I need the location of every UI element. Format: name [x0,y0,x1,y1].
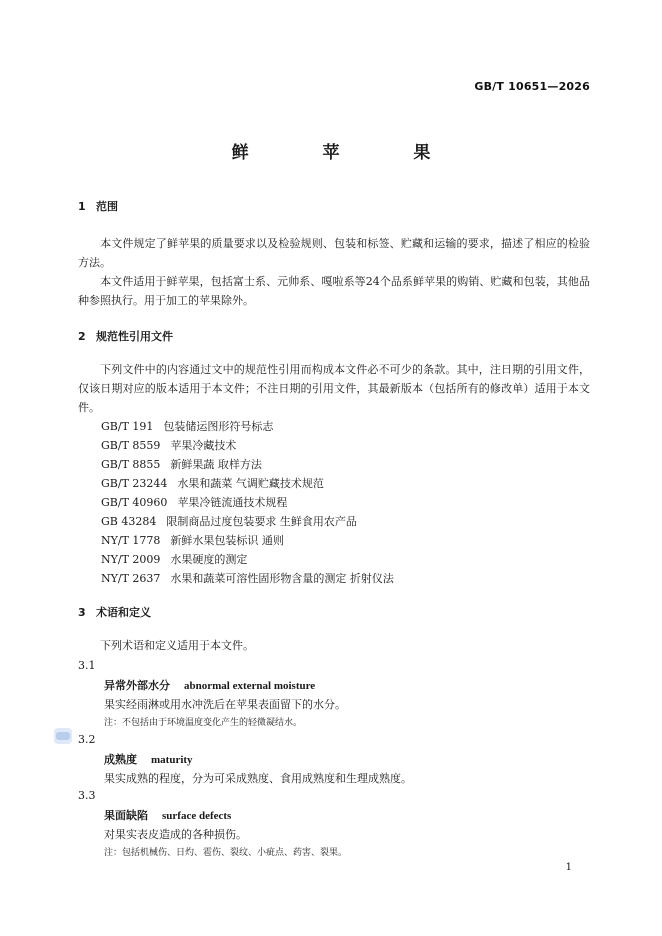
section-number: 3 [78,606,86,619]
term-name-en: maturity [151,754,193,766]
term-definition: 对果实表皮造成的各种损伤。 [104,828,247,841]
scope-paragraph-1 [78,234,590,272]
term-heading [104,751,193,767]
reference-item [101,455,262,474]
reference-title: 水果和蔬菜可溶性固形物含量的测定 折射仪法 [170,572,394,585]
reference-item [101,474,324,493]
term-name-zh: 成熟度 [104,753,137,766]
reference-item [101,550,247,569]
section-title: 术语和定义 [96,606,151,619]
reference-code: GB 43284 [101,515,157,528]
section-heading-normative [78,328,173,344]
reference-code: GB/T 8559 [101,439,161,452]
section-heading-scope [78,198,118,214]
terms-intro [78,636,590,655]
term-number: 3.1 [78,659,96,672]
reference-title: 水果和蔬菜 气调贮藏技术规范 [177,477,324,490]
scope-paragraph-2 [78,272,590,310]
reference-item [101,512,357,531]
term-definition: 果实经雨淋或用水冲洗后在苹果表面留下的水分。 [104,698,346,711]
reference-item [101,531,284,550]
document-title: 鲜 苹 果 [231,143,465,163]
section-number: 2 [78,330,86,343]
paragraph-text: 本文件适用于鲜苹果，包括富士系、元帅系、嘎啦系等24个品系鲜苹果的购销、贮藏和包装，其他品种参照执行。用于加工的苹果除外。 [78,275,590,307]
term-definition: 果实成熟的程度，分为可采成熟度、食用成熟度和生理成熟度。 [104,772,412,785]
term-note: 注：包括机械伤、日灼、雹伤、裂纹、小疵点、药害、裂果。 [104,848,348,858]
reference-title: 苹果冷藏技术 [170,439,237,452]
paragraph-text: 下列术语和定义适用于本文件。 [100,639,254,652]
reference-title: 新鲜水果包装标识 通则 [170,534,284,547]
reference-title: 包装储运图形符号标志 [163,420,274,433]
term-heading [104,677,315,693]
reference-code: NY/T 1778 [101,534,161,547]
paragraph-text: 下列文件中的内容通过文中的规范性引用而构成本文件必不可少的条款。其中，注日期的引用文件，仅该日期对应的版本适用于本文件；不注日期的引用文件，其最新版本（包括所有的修改单）适用于本文件。 [78,363,590,414]
section-heading-terms [78,604,151,620]
reference-code: GB/T 40960 [101,496,168,509]
reference-code: GB/T 23244 [101,477,168,490]
page-number: 1 [565,862,572,873]
term-note: 注：不包括由于环境温度变化产生的轻微凝结水。 [104,718,303,728]
watermark-badge [54,728,72,744]
reference-title: 新鲜果蔬 取样方法 [170,458,262,471]
term-heading [104,807,231,823]
paragraph-text: 本文件规定了鲜苹果的质量要求以及检验规则、包装和标签、贮藏和运输的要求，描述了相应的检验方法。 [78,237,590,269]
section-number: 1 [78,200,86,213]
term-number: 3.2 [78,733,96,746]
term-name-zh: 异常外部水分 [104,679,170,692]
reference-item [101,436,236,455]
term-number: 3.3 [78,789,96,802]
reference-item [101,569,394,588]
reference-code: GB/T 191 [101,420,154,433]
reference-code: NY/T 2009 [101,553,161,566]
section-title: 范围 [96,200,118,213]
reference-title: 限制商品过度包装要求 生鲜食用农产品 [166,515,357,528]
section-title: 规范性引用文件 [96,330,173,343]
reference-code: NY/T 2637 [101,572,161,585]
reference-title: 水果硬度的测定 [170,553,248,566]
term-name-zh: 果面缺陷 [104,809,148,822]
standard-code: GB/T 10651—2026 [474,80,590,93]
term-name-en: abnormal external moisture [184,680,316,692]
reference-title: 苹果冷链流通技术规程 [177,496,288,509]
reference-item [101,493,287,512]
reference-code: GB/T 8855 [101,458,161,471]
reference-item [101,417,273,436]
normative-intro [78,360,590,417]
term-name-en: surface defects [162,810,232,822]
